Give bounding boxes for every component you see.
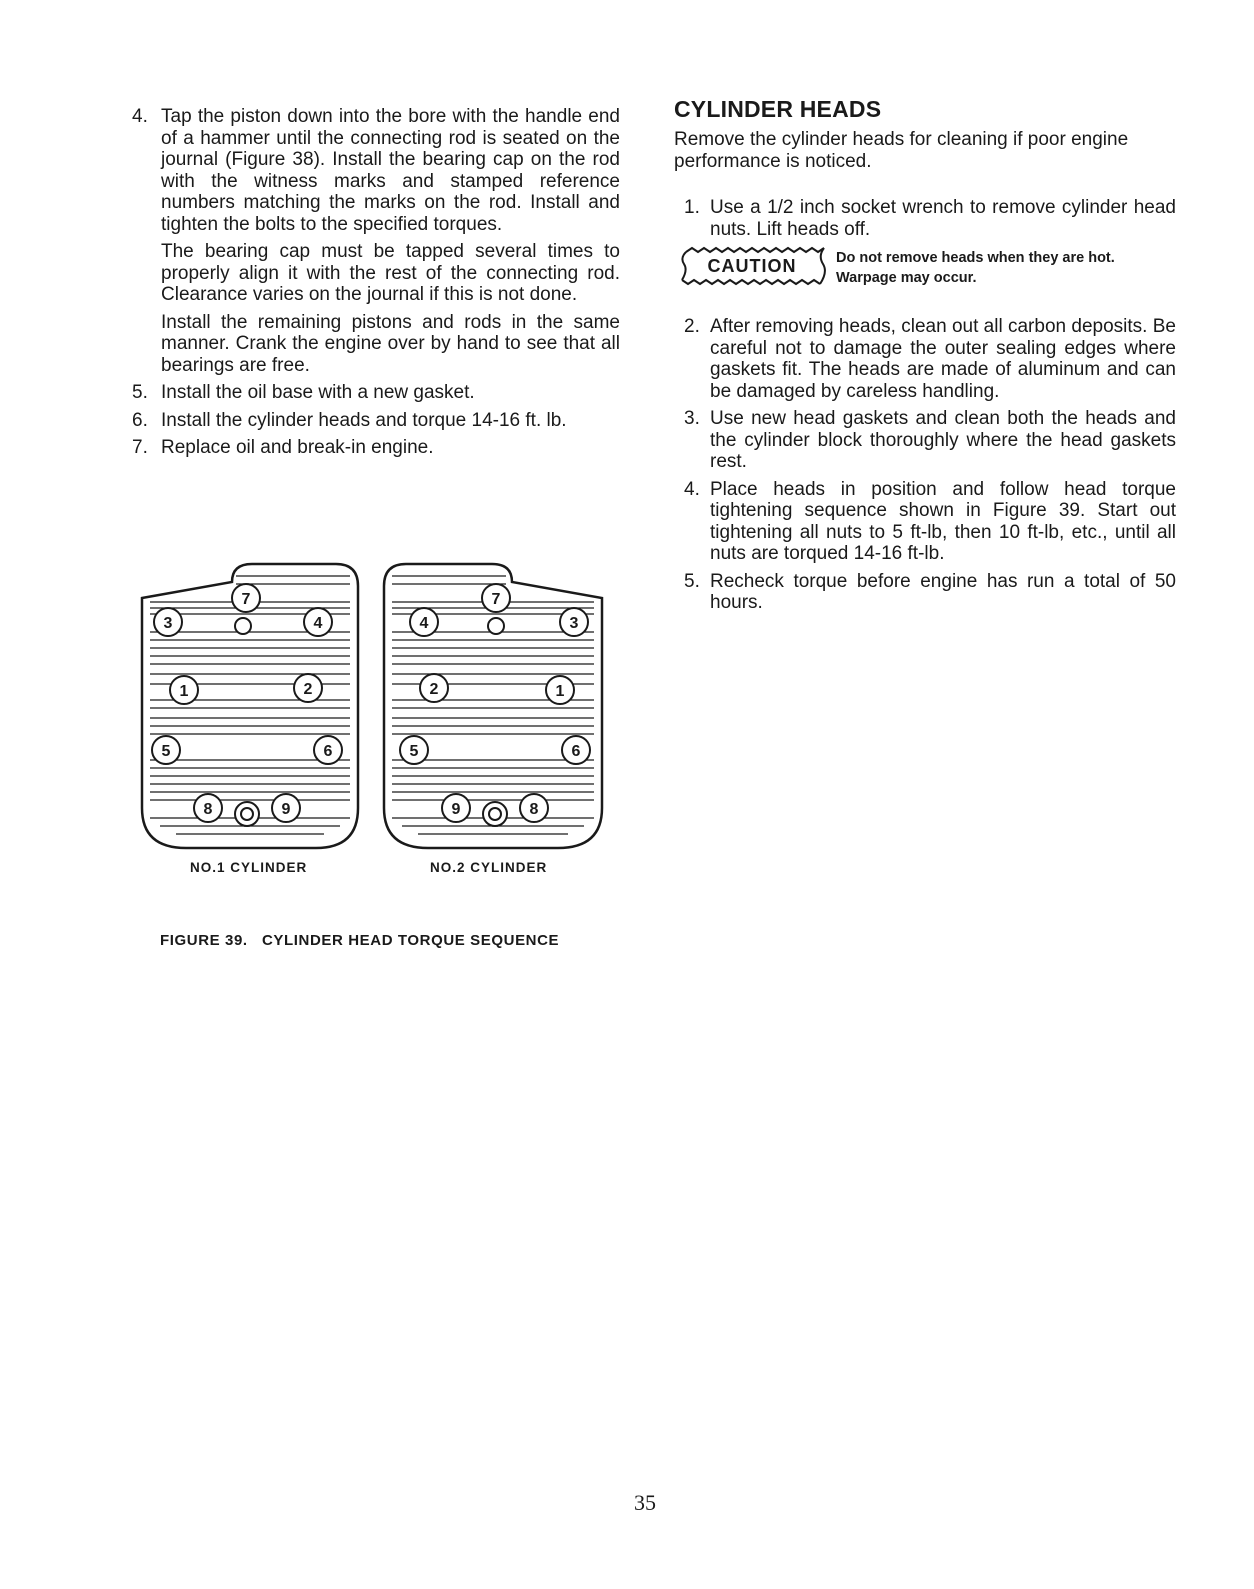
item-number: 5. [132,382,148,403]
left-column [132,106,620,465]
torque-number-label: 9 [281,801,291,818]
step-number: 1. [684,197,700,218]
item-number: 6. [132,409,148,431]
torque-number-label: 2 [429,681,439,698]
torque-number-label: 8 [529,801,539,818]
torque-number-label: 8 [203,801,213,818]
paragraph: Install the remaining pistons and rods in the same manner. Crank the engine over by hand to see that all bearings are free. [161,311,620,376]
list-item [132,382,620,404]
torque-number-label: 6 [323,743,333,760]
item-text: Replace oil and break-in engine. [161,437,434,458]
step-item [674,571,1176,614]
step-item [674,316,1176,402]
step-number: 3. [684,408,700,429]
torque-number-label: 1 [179,683,189,700]
caution-line: Do not remove heads when they are hot. [836,250,1115,266]
step-text: Use new head gaskets and clean both the heads and the cylinder block thoroughly where the head gaskets rest. [710,408,1176,472]
figure-39 [136,560,616,875]
step-text: Recheck torque before engine has run a total of 50 hours. [710,570,1176,613]
torque-number-label: 3 [163,615,173,632]
item-text: Install the oil base with a new gasket. [161,382,475,403]
cylinder-1-head [142,564,358,848]
cylinder-2-head [384,564,602,848]
torque-number-label: 6 [571,743,581,760]
torque-number-label: 3 [569,615,579,632]
paragraph: The bearing cap must be tapped several times to properly align it with the rest of the connecting rod. Clearance varies on the journal if this is not done. [161,241,620,305]
caution-message [836,248,1186,288]
step-item [674,197,1176,240]
step-item [674,479,1176,565]
section-heading: CYLINDER HEADS [674,96,882,122]
caution-line: Warpage may occur. [836,270,977,286]
list-item [132,410,620,432]
list-item [132,437,620,459]
torque-number-label: 1 [555,683,565,700]
torque-number-label: 9 [451,801,461,818]
torque-number-label: 5 [161,743,171,760]
caution-notice [678,246,1176,296]
torque-number-label: 5 [409,743,419,760]
right-column [674,96,1176,620]
page-number: 35 [634,1490,656,1515]
torque-number-label: 7 [491,591,501,608]
step-text: After removing heads, clean out all carbon deposits. Be careful not to damage the outer sealing edges where gaskets fit. The heads are made of aluminum and can be damaged by careless handling. [710,316,1176,402]
item-number: 7. [132,437,148,458]
item-number: 4. [132,106,148,127]
item-text: Install the cylinder heads and torque 14-16 ft. lb. [161,409,567,431]
step-number: 5. [684,570,700,592]
torque-number-label: 7 [241,591,251,608]
list-item [132,106,620,376]
caution-banner-icon [678,246,828,286]
step-number: 2. [684,316,700,337]
cylinder-2-label: NO.2 CYLINDER [430,860,548,875]
step-item [674,408,1176,473]
figure-caption: FIGURE 39. CYLINDER HEAD TORQUE SEQUENCE [160,932,560,949]
cylinder-head-diagram [136,560,616,860]
intro-paragraph: Remove the cylinder heads for cleaning if poor engine performance is noticed. [674,129,1129,172]
step-text: Place heads in position and follow head torque tightening sequence shown in Figure 39. Start out tightening all nuts to 5 ft-lb, then 10 ft-lb, etc., until all nuts are torqued 14-16 ft-lb. [710,478,1176,564]
torque-number-label: 2 [303,681,313,698]
step-number: 4. [684,478,700,500]
torque-number-label: 4 [419,615,429,632]
cylinder-1-label: NO.1 CYLINDER [190,860,308,875]
caution-label: CAUTION [707,256,797,276]
paragraph: Tap the piston down into the bore with the handle end of a hammer until the connecting rod is seated on the journal (Figure 38). Install the bearing cap on the rod with the witness marks and stamped reference numbers matching the marks on the rod. Install and tighten the bolts to the specified torques. [161,106,620,235]
torque-number-label: 4 [313,615,323,632]
step-text: Use a 1/2 inch socket wrench to remove cylinder head nuts. Lift heads off. [710,197,1176,240]
